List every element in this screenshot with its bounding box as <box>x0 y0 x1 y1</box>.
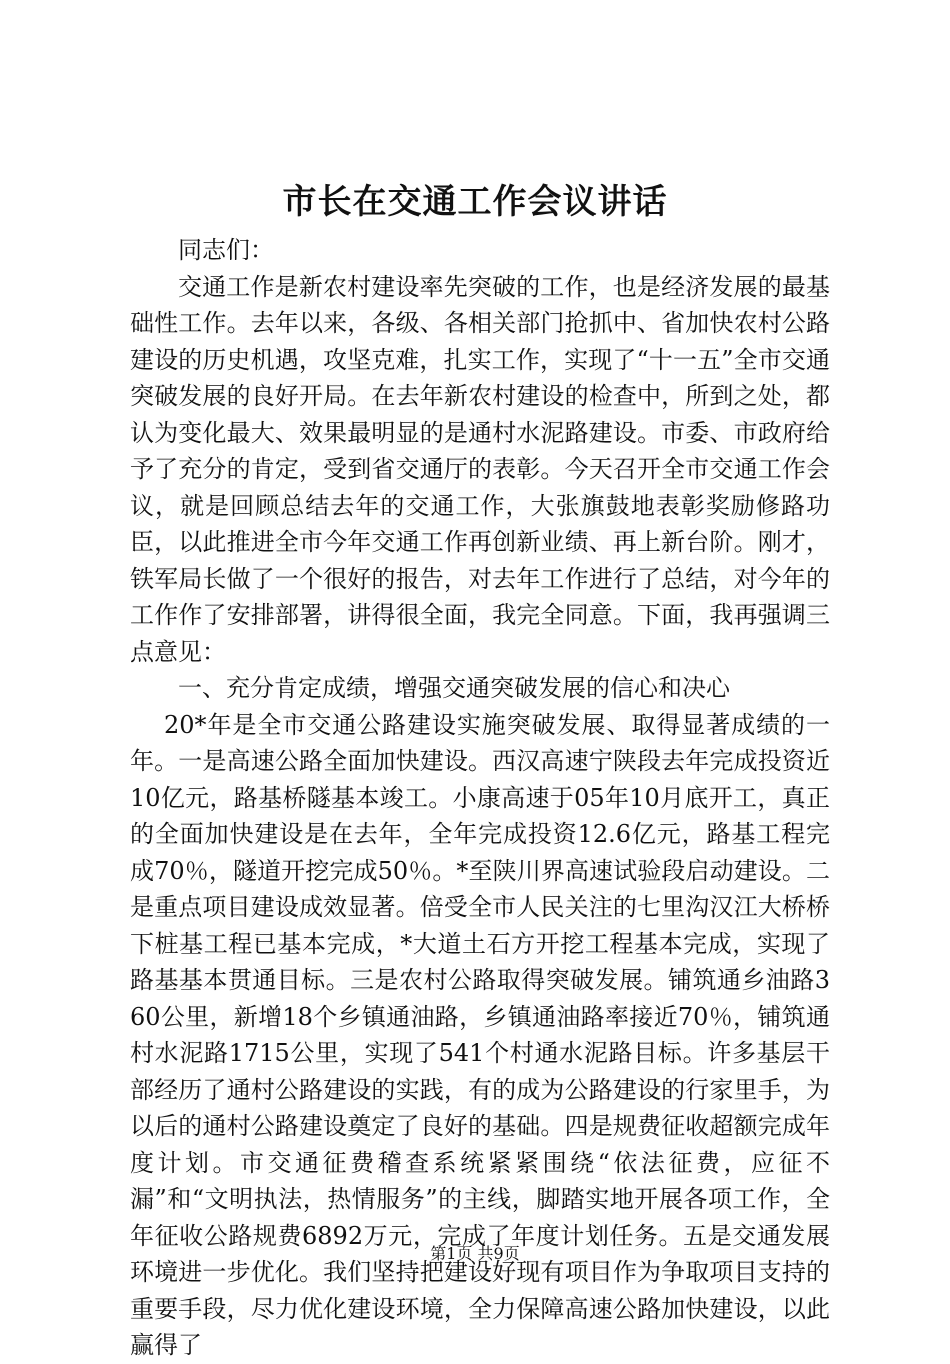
achievement-paragraph: 20*年是全市交通公路建设实施突破发展、取得显著成绩的一年。一是高速公路全面加快建设。西汉高速宁陕段去年完成投资近10亿元，路基桥隧基本竣工。小康高速于05年10月底开工，真正的全面加快建设是在去年，全年完成投资12.6亿元，路基工程完成70％，隧道开挖完成50％。*至陕川界高速试验段启动建设。二是重点项目建设成效显著。倍受全市人民关注的七里沟汉江大桥桥下桩基工程已基本完成，*大道土石方开挖工程基本完成，实现了路基基本贯通目标。三是农村公路取得突破发展。铺筑通乡油路360公里，新增18个乡镇通油路，乡镇通油路率接近70％，铺筑通村水泥路1715公里，实现了541个村通水泥路目标。许多基层干部经历了通村公路建设的实践，有的成为公路建设的行家里手，为以后的通村公路建设奠定了良好的基础。四是规费征收超额完成年度计划。市交通征费稽查系统紧紧围绕“依法征费，应征不漏”和“文明执法，热情服务”的主线，脚踏实地开展各项工作，全年征收公路规费6892万元，完成了年度计划任务。五是交通发展环境进一步优化。我们坚持把建设好现有项目作为争取项目支持的重要手段，尽力优化建设环境，全力保障高速公路加快建设，以此赢得了 <box>130 710 830 1359</box>
page-footer: 第1页 共9页 <box>430 1244 520 1263</box>
section-heading-1: 一、充分肯定成绩，增强交通突破发展的信心和决心 <box>178 674 730 702</box>
greeting-line: 同志们： <box>178 236 274 264</box>
document-title: 市长在交通工作会议讲话 <box>282 182 668 222</box>
intro-paragraph: 交通工作是新农村建设率先突破的工作，也是经济发展的最基础性工作。去年以来，各级、各相关部门抢抓中、省加快农村公路建设的历史机遇，攻坚克难，扎实工作，实现了“十一五”全市交通突破发展的良好开局。在去年新农村建设的检查中，所到之处，都认为变化最大、效果最明显的是通村水泥路建设。市委、市政府给予了充分的肯定，受到省交通厅的表彰。今天召开全市交通工作会议，就是回顾总结去年的交通工作，大张旗鼓地表彰奖励修路功臣，以此推进全市今年交通工作再创新业绩、再上新台阶。刚才，铁军局长做了一个很好的报告，对去年工作进行了总结，对今年的工作作了安排部署，讲得很全面，我完全同意。下面，我再强调三点意见： <box>130 272 830 666</box>
document-body <box>130 232 830 1364</box>
